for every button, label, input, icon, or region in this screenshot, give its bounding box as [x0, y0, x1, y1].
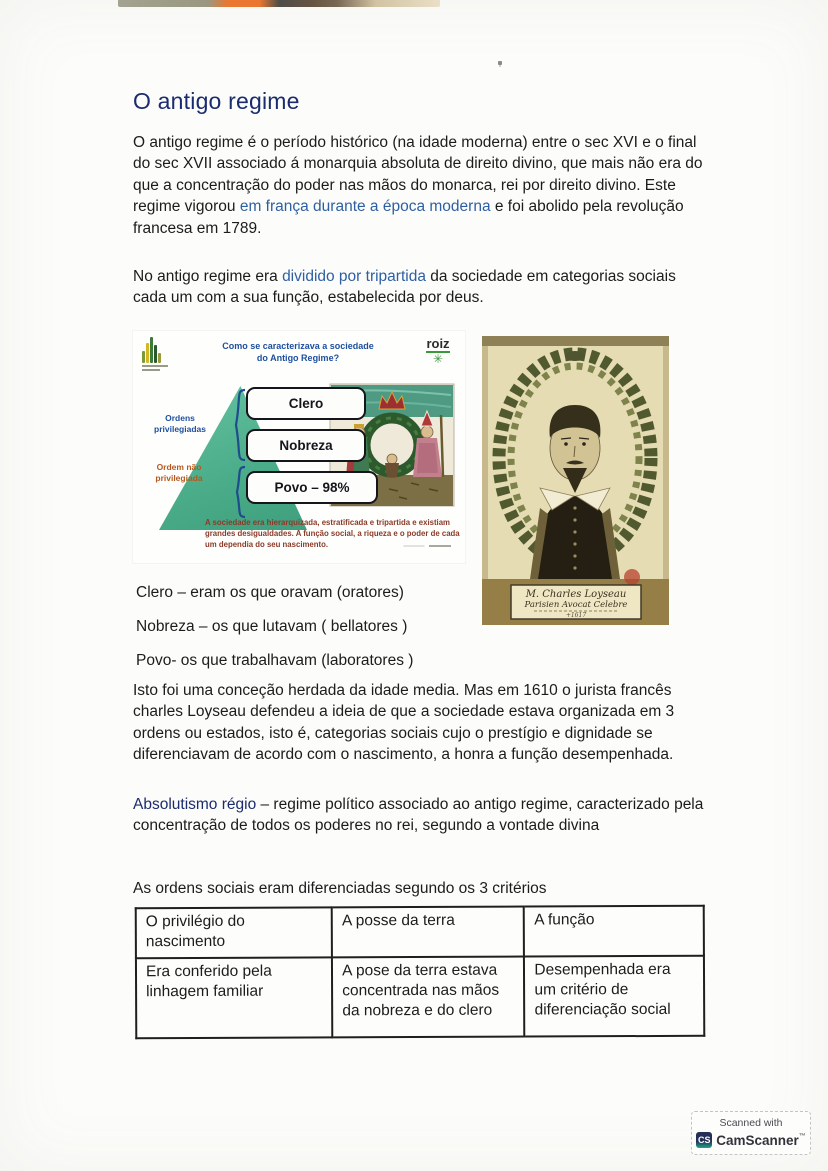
- roiz-wordmark: roiz: [426, 337, 449, 353]
- table-row: [136, 956, 704, 1038]
- line-clero: Clero – eram os que oravam (oratores): [136, 584, 404, 601]
- paragraph-intro-end: e foi abolido pela revolução francesa em 1789.: [133, 198, 684, 237]
- criteria-heading: As ordens sociais eram diferenciadas segundo os 3 critérios: [133, 880, 547, 897]
- slide-title-line2: do Antigo Regime?: [256, 353, 340, 364]
- paragraph-loyseau: Isto foi uma conceção herdada da idade media. Mas em 1610 o jurista francês charles Loyseau defendeu a ideia de que a sociedade estava organizada em 3 ordens ou estados, isto é, categorias sociais cujo o prestígio e dignidade se diferenciavam de acordo com o nascimento, a honra a função desempenhada.: [133, 682, 675, 764]
- cell-funcao: Desempenhada era um critério de diferenciação social: [524, 956, 704, 1037]
- line-nobreza: Nobreza – os que lutavam ( bellatores ): [136, 618, 408, 635]
- portrait-caption-line1: M. Charles Loyseau: [525, 589, 627, 600]
- camscanner-badge: [691, 1111, 811, 1155]
- slide-figure: [133, 331, 465, 563]
- slide-caption: A sociedade era hierarquizada, estratificada e tripartida e existiam grandes desigualdades. A função social, a riqueza e o poder de cada um dependia do seu nascimento.: [205, 518, 460, 549]
- highlight-france-phrase: em frança durante a época moderna: [239, 198, 491, 216]
- header-cell-terra: A posse da terra: [332, 907, 524, 958]
- slide-school-logo: [142, 337, 161, 363]
- label-unprivileged-order: Ordem não privilegiada: [155, 462, 203, 483]
- paragraph-intro-text: O antigo regime é o período histórico (na idade moderna) entre o sec XVI e o final do sec XVII associado á monarquia absoluta de direito divino, que mais não era do que a concentração do poder nas mãos do monarca, rei por direito divino. Este regime vigorou: [133, 134, 703, 216]
- portrait-caption-line2: Parisien Avocat Celebre: [524, 600, 628, 610]
- camscanner-logo-icon: CS: [696, 1132, 712, 1148]
- table-header-row: [136, 906, 704, 958]
- logo-bar: [154, 345, 157, 363]
- page-title: O antigo regime: [133, 88, 300, 114]
- paragraph-tripartite: [133, 266, 711, 309]
- slide-title: [195, 340, 401, 364]
- paragraph-intro: [133, 132, 711, 239]
- box-povo: Povo – 98%: [246, 471, 378, 504]
- slide-logo-caption-lines: [142, 365, 168, 373]
- scan-speck: [498, 61, 502, 65]
- scanned-with-label: Scanned with: [719, 1117, 783, 1129]
- logo-bar: [146, 343, 149, 363]
- paragraph-tripartite-start: No antigo regime era: [133, 268, 283, 285]
- camscanner-name: [716, 1133, 806, 1148]
- roiz-logo: [421, 335, 455, 367]
- label-privileged-orders: Ordens privilegiadas: [154, 413, 206, 434]
- header-cell-funcao: A função: [524, 906, 704, 957]
- scan-edge-artifact: [118, 0, 440, 7]
- paragraph-absolutismo: [133, 794, 723, 837]
- criteria-table: [135, 905, 706, 1039]
- portrait-caption-line3: +1617: [565, 612, 587, 619]
- trademark-symbol: ™: [798, 1132, 806, 1140]
- slide-title-line1: Como se caracterizava a sociedade: [222, 341, 374, 351]
- paragraph-absolutismo-text: – regime político associado ao antigo regime, caracterizado pela concentração de todos os poderes no rei, segundo a vontade divina: [133, 796, 704, 835]
- loyseau-portrait: [482, 336, 669, 625]
- logo-bar: [142, 351, 145, 363]
- cell-nascimento: Era conferido pela linhagem familiar: [136, 957, 333, 1038]
- term-absolutismo: Absolutismo régio: [133, 796, 257, 813]
- logo-bar: [150, 337, 153, 363]
- box-nobreza: Nobreza: [246, 429, 366, 462]
- highlight-tripartida-phrase: dividido por tripartida: [282, 268, 426, 285]
- pyramid-boxes: [246, 387, 378, 513]
- cell-terra: A pose da terra estava concentrada nas mãos da nobreza e do clero: [332, 957, 525, 1038]
- header-cell-nascimento: O privilégio do nascimento: [136, 907, 332, 958]
- logo-bar: [158, 353, 161, 363]
- box-clero: Clero: [246, 387, 366, 420]
- roiz-star-icon: ✳: [432, 352, 444, 367]
- line-povo: Povo- os que trabalhavam (laboratores ): [136, 652, 414, 669]
- paragraph-tripartite-end: da sociedade em categorias sociais cada um com a sua função, estabelecida por deus.: [133, 268, 676, 307]
- camscanner-wordmark: CamScanner: [716, 1132, 799, 1148]
